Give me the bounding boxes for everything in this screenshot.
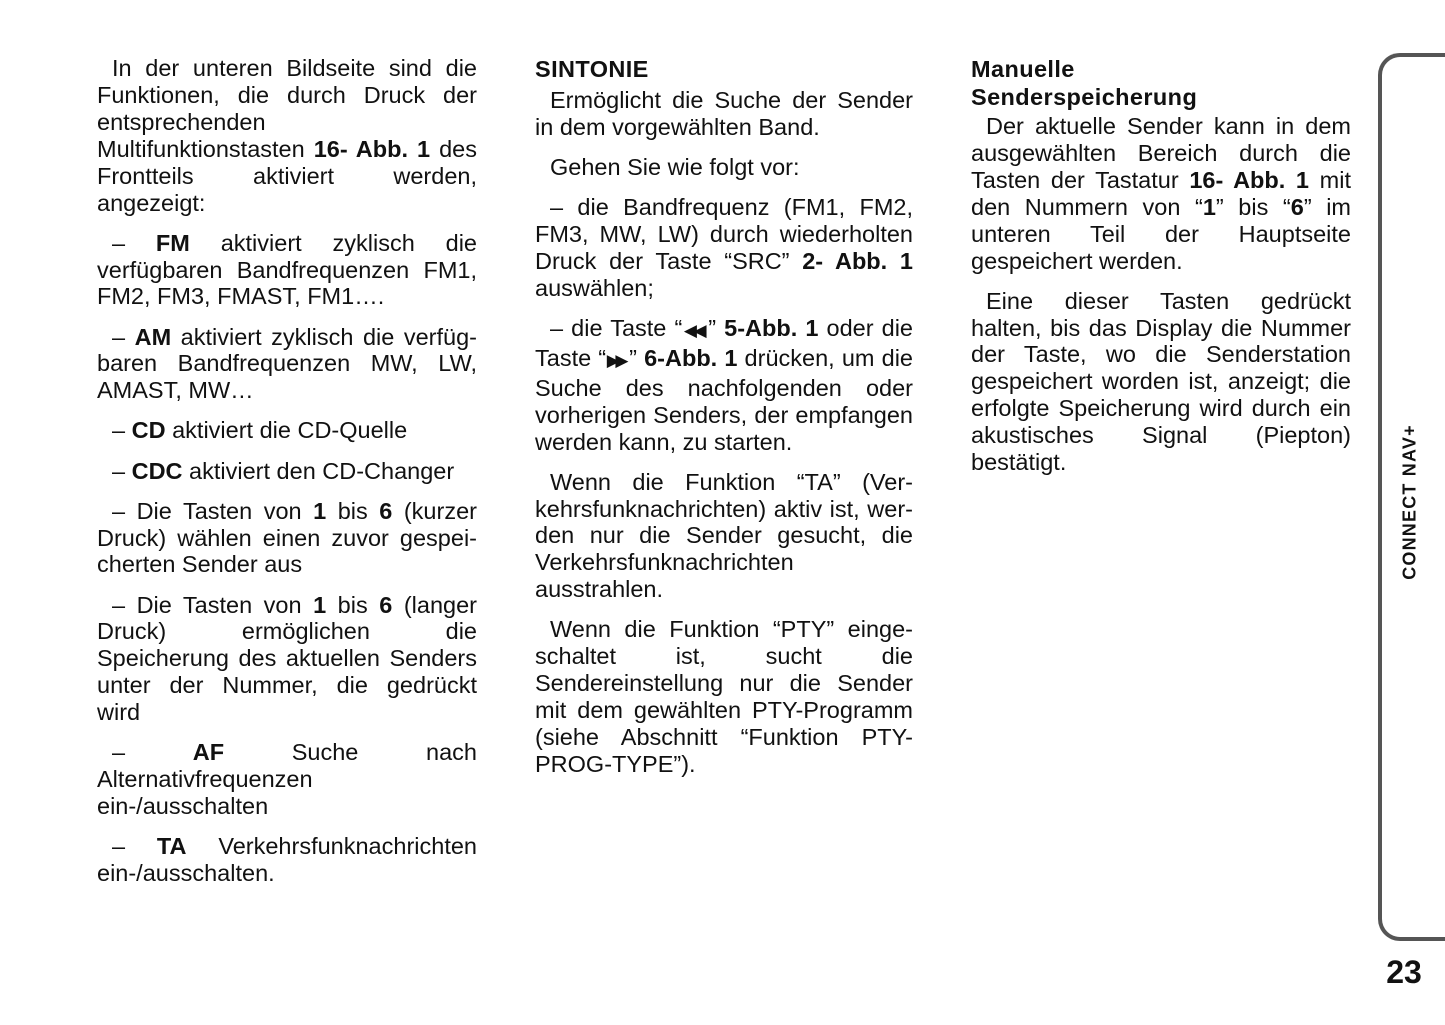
paragraph-storage-confirm: Eine dieser Tasten gedrückt halten, bis das Display die Nummer der Taste, wo die Senderstation gespeichert worden ist, anzeigt; die erfolgte Speicherung wird durch ein akustisches Signal (Piepton) bestätigt. <box>971 287 1351 476</box>
paragraph-fm: – FM aktiviert zyklisch die verfügbaren Bandfrequenzen FM1, FM2, FM3, FMAST, FM1…. <box>97 229 477 310</box>
paragraph-band-select: – die Bandfrequenz (FM1, FM2, FM3, MW, LW) durch wiederholten Druck der Taste “SRC” 2- Abb. 1 auswählen; <box>535 194 913 301</box>
column-right <box>971 55 1351 489</box>
page-number: 23 <box>1386 954 1422 990</box>
paragraph-af: – AF Suche nach Alternativfrequenzen ein-/ausschalten <box>97 739 477 820</box>
column-left <box>97 55 477 900</box>
paragraph-ta-function: Wenn die Funktion “TA” (Verkehrsfunknachrichten) aktiv ist, werden nur die Sender gesucht, die Verkehrsfunknachrichten ausstrahlen. <box>535 468 913 603</box>
paragraph-short-press: – Die Tasten von 1 bis 6 (kurzer Druck) wählen einen zuvor gespeicherten Sender aus <box>97 497 477 578</box>
paragraph-search-intro: Ermöglicht die Suche der Sender in dem vorgewählten Band. <box>535 87 913 140</box>
section-heading-manual-storage: Manuelle Senderspeicherung <box>971 56 1198 110</box>
paragraph-pty-function: Wenn die Funktion “PTY” eingeschaltet ist, sucht die Sendereinstellung nur die Sender mit dem gewählten PTY-Programm (siehe Abschnitt “Funktion PTY-PROG-TYPE”). <box>535 616 913 777</box>
fast-forward-icon: ▶▶ <box>606 350 625 370</box>
column-middle <box>535 55 913 791</box>
section-heading-sintonie: SINTONIE <box>535 56 649 82</box>
paragraph-cdc: – CDC aktiviert den CD-Changer <box>112 457 455 484</box>
paragraph-seek-keys: – die Taste “◀◀ ” 5-Abb. 1 oder die Taste “▶▶ ” 6-Abb. 1 drücken, um die Suche des nachfolgenden oder vorherigen Senders, der empfangen werden kann, zu starten. <box>535 314 914 455</box>
paragraph-procedure: Gehen Sie wie folgt vor: <box>550 154 800 180</box>
paragraph-storage-keys: Der aktuelle Sender kann in dem ausgewählten Bereich durch die Tasten der Tastatur 16- Abb. 1 mit den Nummern von “1” bis “6” im unteren Teil der Hauptseite gespeichert werden. <box>971 113 1352 274</box>
paragraph-am: – AM aktiviert zyklisch die verfügbaren Bandfrequenzen MW, LW, AMAST, MW… <box>97 323 477 404</box>
paragraph-ta: – TA Verkehrsfunknachrichten ein-/ausschalten. <box>97 833 477 887</box>
paragraph-long-press: – Die Tasten von 1 bis 6 (langer Druck) ermöglichen die Speicherung des aktuellen Senders unter der Nummer, die gedrückt wird <box>97 591 477 726</box>
rewind-icon: ◀◀ <box>682 320 704 340</box>
paragraph-cd: – CD aktiviert die CD-Quelle <box>112 417 408 444</box>
paragraph-intro: In der unteren Bildseite sind die Funktionen, die durch Druck der entsprechenden Multifunktionstasten 16- Abb. 1 des Frontteils aktiviert werden, angezeigt: <box>97 55 477 216</box>
